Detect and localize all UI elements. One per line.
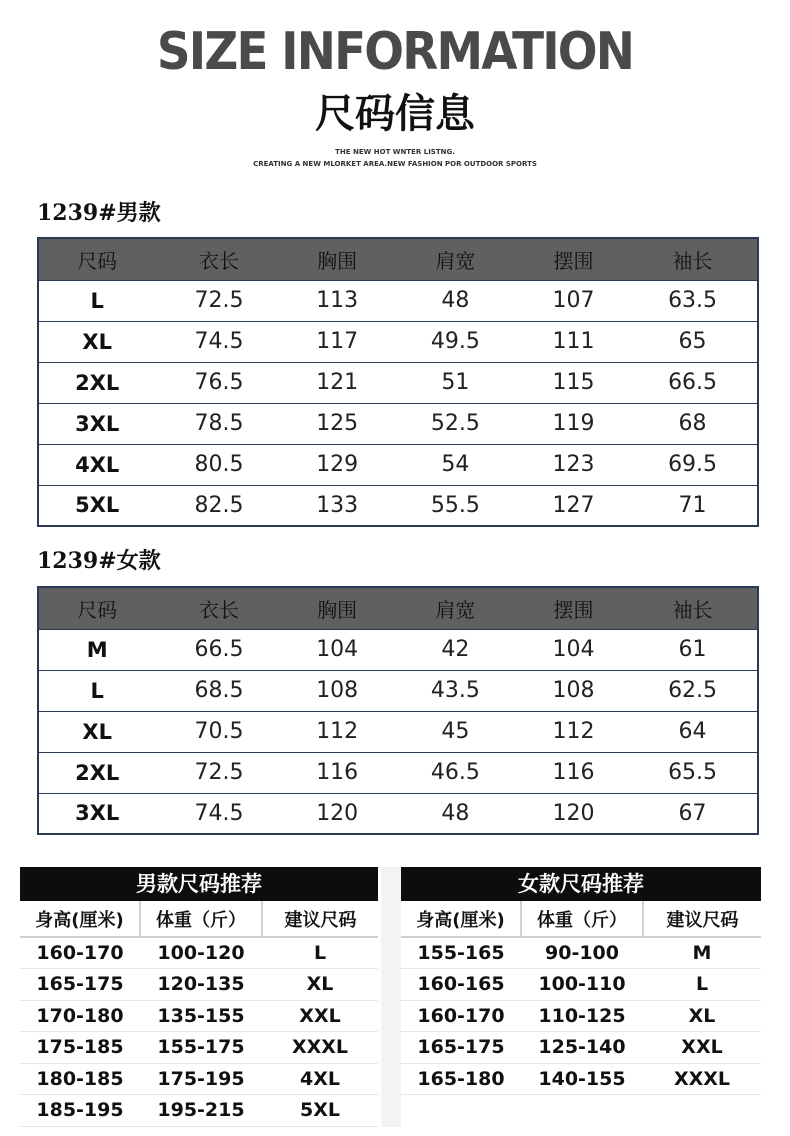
table-cell: L <box>643 969 761 1001</box>
table-row <box>38 793 758 834</box>
table-row <box>20 969 378 1001</box>
column-header: 肩宽 <box>392 238 519 280</box>
table-cell: 54 <box>392 444 519 485</box>
table-cell: 48 <box>392 793 519 834</box>
table-cell: 160-170 <box>20 937 140 969</box>
title-chinese: 尺码信息 <box>315 91 475 137</box>
table-row <box>401 1000 761 1032</box>
table-cell: XXL <box>262 1000 378 1032</box>
column-header: 尺码 <box>38 238 155 280</box>
table-cell: 43.5 <box>392 670 519 711</box>
table-cell: 110-125 <box>521 1000 643 1032</box>
table-cell: 111 <box>519 321 628 362</box>
column-header: 体重（斤） <box>140 901 262 937</box>
table-cell: 165-180 <box>401 1063 521 1095</box>
table-cell: 104 <box>519 629 628 670</box>
table-cell: 2XL <box>38 752 155 793</box>
table-cell: 175-195 <box>140 1063 262 1095</box>
table-row <box>38 362 758 403</box>
table-row <box>20 1000 378 1032</box>
title-english: SIZE INFORMATION <box>156 22 634 82</box>
table-cell: 113 <box>283 280 392 321</box>
table-cell: 5XL <box>262 1095 378 1127</box>
table-cell: 4XL <box>262 1063 378 1095</box>
table-cell: 3XL <box>38 793 155 834</box>
table-row <box>38 752 758 793</box>
table-row <box>38 403 758 444</box>
table-cell: 55.5 <box>392 485 519 526</box>
table-cell: 112 <box>519 711 628 752</box>
table-cell: 125 <box>283 403 392 444</box>
table-cell: 42 <box>392 629 519 670</box>
column-header: 尺码 <box>38 587 155 629</box>
table-cell: 180-185 <box>20 1063 140 1095</box>
column-header: 身高(厘米) <box>20 901 140 937</box>
table-cell: XL <box>262 969 378 1001</box>
subtitle-line-2: CREATING A NEW MLORKET AREA.NEW FASHION POR OUTDOOR SPORTS <box>253 160 537 168</box>
column-header: 衣长 <box>155 587 282 629</box>
table-cell: XXXL <box>643 1063 761 1095</box>
table-cell: 74.5 <box>155 321 282 362</box>
table-cell: 165-175 <box>20 969 140 1001</box>
table-cell: 123 <box>519 444 628 485</box>
table-cell: 100-120 <box>140 937 262 969</box>
table-cell: 66.5 <box>628 362 758 403</box>
table-cell: 108 <box>519 670 628 711</box>
table-cell: M <box>38 629 155 670</box>
table-cell: 5XL <box>38 485 155 526</box>
table-cell: 61 <box>628 629 758 670</box>
subtitle-line-1: THE NEW HOT WNTER LISTNG. <box>335 148 455 156</box>
table-cell: 67 <box>628 793 758 834</box>
table-row <box>38 485 758 526</box>
table-header-row <box>401 901 761 937</box>
table-cell: 64 <box>628 711 758 752</box>
table-row <box>401 937 761 969</box>
table-cell: 63.5 <box>628 280 758 321</box>
table-cell: 133 <box>283 485 392 526</box>
table-row <box>401 1063 761 1095</box>
table-cell: 74.5 <box>155 793 282 834</box>
table-cell: 120 <box>519 793 628 834</box>
table-cell: 119 <box>519 403 628 444</box>
column-header: 建议尺码 <box>643 901 761 937</box>
table-cell: 71 <box>628 485 758 526</box>
table-cell: 155-175 <box>140 1032 262 1064</box>
table-cell: 108 <box>283 670 392 711</box>
table-cell: 90-100 <box>521 937 643 969</box>
table-row <box>20 1032 378 1064</box>
table-cell: 116 <box>519 752 628 793</box>
table-cell: 45 <box>392 711 519 752</box>
table-cell: 120-135 <box>140 969 262 1001</box>
table-cell: 82.5 <box>155 485 282 526</box>
column-header: 胸围 <box>283 238 392 280</box>
table-row <box>38 629 758 670</box>
table-cell: 127 <box>519 485 628 526</box>
table-cell: 140-155 <box>521 1063 643 1095</box>
table-cell: 66.5 <box>155 629 282 670</box>
women-section-title: 1239#女款 <box>37 548 161 574</box>
women-recommendation-table <box>401 901 761 1095</box>
table-cell: XL <box>38 711 155 752</box>
table-cell: 170-180 <box>20 1000 140 1032</box>
table-row <box>38 670 758 711</box>
column-header: 衣长 <box>155 238 282 280</box>
table-row <box>20 1095 378 1127</box>
table-cell: 129 <box>283 444 392 485</box>
table-cell: 65.5 <box>628 752 758 793</box>
table-row <box>20 1063 378 1095</box>
table-cell: 115 <box>519 362 628 403</box>
table-cell: L <box>262 937 378 969</box>
table-cell: XXXL <box>262 1032 378 1064</box>
table-row <box>401 1032 761 1064</box>
table-header-row <box>38 587 758 629</box>
table-cell: 116 <box>283 752 392 793</box>
table-row <box>38 321 758 362</box>
table-cell: M <box>643 937 761 969</box>
men-rec-title: 男款尺码推荐 <box>20 867 378 901</box>
table-cell: 185-195 <box>20 1095 140 1127</box>
table-cell: 3XL <box>38 403 155 444</box>
table-cell: 76.5 <box>155 362 282 403</box>
column-header: 袖长 <box>628 587 758 629</box>
column-header: 摆围 <box>519 238 628 280</box>
table-row <box>38 711 758 752</box>
table-cell: 175-185 <box>20 1032 140 1064</box>
column-header: 摆围 <box>519 587 628 629</box>
men-size-table <box>37 237 759 527</box>
table-cell: 68.5 <box>155 670 282 711</box>
table-cell: 48 <box>392 280 519 321</box>
table-cell: 72.5 <box>155 280 282 321</box>
table-cell: 72.5 <box>155 752 282 793</box>
table-row <box>38 444 758 485</box>
table-cell: 117 <box>283 321 392 362</box>
table-cell: 195-215 <box>140 1095 262 1127</box>
table-cell: 49.5 <box>392 321 519 362</box>
column-header: 肩宽 <box>392 587 519 629</box>
men-section-title: 1239#男款 <box>37 200 161 226</box>
table-cell: 100-110 <box>521 969 643 1001</box>
men-recommendation-table <box>20 901 378 1127</box>
table-cell: 80.5 <box>155 444 282 485</box>
table-cell: 70.5 <box>155 711 282 752</box>
table-row <box>401 969 761 1001</box>
table-cell: XXL <box>643 1032 761 1064</box>
table-cell: 4XL <box>38 444 155 485</box>
women-rec-title: 女款尺码推荐 <box>401 867 761 901</box>
table-header-row <box>20 901 378 937</box>
table-cell: L <box>38 670 155 711</box>
table-cell: 107 <box>519 280 628 321</box>
table-cell: 104 <box>283 629 392 670</box>
table-cell: 65 <box>628 321 758 362</box>
table-cell: 160-165 <box>401 969 521 1001</box>
table-cell: 46.5 <box>392 752 519 793</box>
table-cell: 125-140 <box>521 1032 643 1064</box>
table-cell: 165-175 <box>401 1032 521 1064</box>
table-cell: 155-165 <box>401 937 521 969</box>
table-row <box>20 937 378 969</box>
table-row <box>38 280 758 321</box>
table-cell: 160-170 <box>401 1000 521 1032</box>
column-header: 胸围 <box>283 587 392 629</box>
table-cell: 51 <box>392 362 519 403</box>
column-header: 身高(厘米) <box>401 901 521 937</box>
table-cell: 120 <box>283 793 392 834</box>
table-cell: 112 <box>283 711 392 752</box>
table-cell: 78.5 <box>155 403 282 444</box>
table-cell: L <box>38 280 155 321</box>
table-cell: 121 <box>283 362 392 403</box>
table-cell: 69.5 <box>628 444 758 485</box>
column-header: 建议尺码 <box>262 901 378 937</box>
table-cell: XL <box>643 1000 761 1032</box>
table-cell: 52.5 <box>392 403 519 444</box>
table-cell: 68 <box>628 403 758 444</box>
table-cell: 2XL <box>38 362 155 403</box>
table-cell: 135-155 <box>140 1000 262 1032</box>
column-header: 袖长 <box>628 238 758 280</box>
divider <box>381 867 401 1127</box>
table-header-row <box>38 238 758 280</box>
column-header: 体重（斤） <box>521 901 643 937</box>
women-size-table <box>37 586 759 835</box>
table-cell: 62.5 <box>628 670 758 711</box>
table-cell: XL <box>38 321 155 362</box>
